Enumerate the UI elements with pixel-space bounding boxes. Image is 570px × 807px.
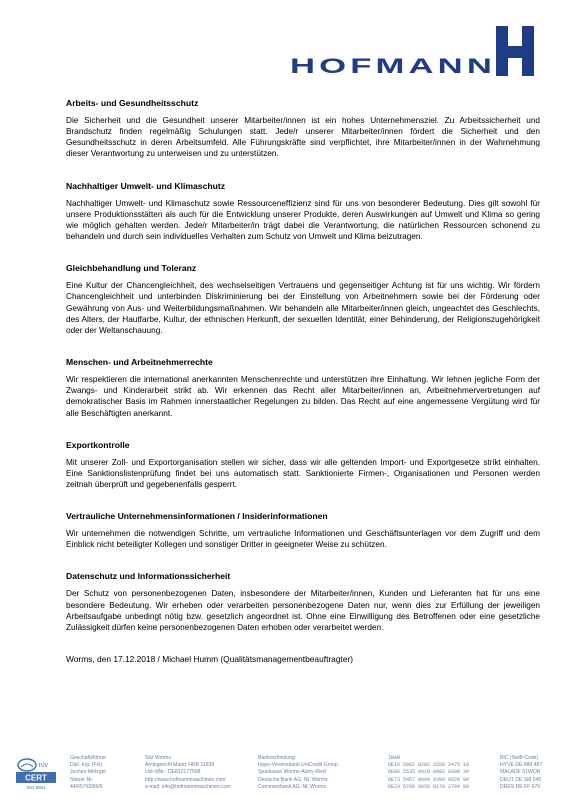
section-heading: Arbeits- und Gesundheitsschutz xyxy=(66,98,199,108)
footer-line: DRES DE FF 670 xyxy=(500,783,541,790)
section-datenschutz xyxy=(66,571,540,633)
footer-line: Steuer-Nr. xyxy=(70,776,94,783)
section-gleichbehandlung xyxy=(66,263,540,336)
page-footer xyxy=(12,755,560,797)
footer-line: DE16 5082 0292 2550 2475 10 xyxy=(388,762,470,769)
footer-line: DEUT DE SM 545 xyxy=(500,776,542,783)
footer-bic-column xyxy=(500,755,542,791)
certificate-icon xyxy=(14,758,58,792)
footer-line: DE23 6708 0050 0178 2794 00 xyxy=(388,783,470,790)
footer-line: HYVE DE MM 487 xyxy=(500,762,543,769)
section-text: Wir unternehmen die notwendigen Schritte, um vertrauliche Informationen und Geschäftsunterlagen vor dem Zugriff und dem Einblick nicht beteiligter Kollegen und sonstiger Dritter in geeigneter Weise zu schützen. xyxy=(66,529,540,550)
badge-top-text: TÜV xyxy=(38,763,48,769)
footer-line: Deutsche Bank AG, NL Worms xyxy=(258,776,328,783)
footer-line: Ust-IdNr.: DE812177568 xyxy=(145,769,201,776)
section-text: Wir respektieren die international anerkannten Menschenrechte und unterstützen ihre Einhaltung. Wir lehnen jegliche Form der Zwangs- und Kinderarbeit strikt ab. Wir erkennen das Recht aller Mitarbeiter/innen an, Arbeitnehmervertretungen auf demokratischer Basis im Rahmen innerstaatlicher Regelungen zu bilden. Das Recht auf eine angemessene Vergütung wird für alle Beschäftigten anerkannt. xyxy=(66,375,540,418)
section-heading: Menschen- und Arbeitnehmerrechte xyxy=(66,357,213,368)
footer-line: Sitz Worms xyxy=(145,755,171,761)
footer-iban-column xyxy=(388,755,469,791)
footer-line: MALADE 51WOR xyxy=(500,769,541,776)
section-exportkontrolle xyxy=(66,440,540,490)
hofmann-wordmark: HOFMANN xyxy=(290,55,496,76)
section-text: Die Sicherheit und die Gesundheit unserer Mitarbeiter/innen ist ein hohes Unternehmensziel. Zu Arbeitssicherheit und Brandschutz finden regelmäßig Schulungen statt. Jede/r unserer Mitarbeiter/innen fördert die Sicherheit und den Gesundheitsschutz in deren Arbeitsumfeld. Alle Führungskräfte sind verpflichtet, ihre Mitarbeiter/innen in der Wahrnehmung dieser Verantwortung zu unterweisen und zu unterstützen. xyxy=(66,116,540,159)
section-text: Nachhaltiger Umwelt- und Klimaschutz sowie Ressourceneffizienz sind für uns von besonderer Bedeutung. Dies gilt sowohl für unsere Produktionsstätten als auch für die Entwicklung unserer Produkte, deren Auswirkungen auf Umwelt und Klima so gering wie möglich gehalten werden. Jede/r Mitarbeiter/in trägt dabei die Verantwortung, die natürlichen Ressourcen schonend zu behandeln und durch sein individuelles Verhalten zum Schutz von Umwelt und Klima beizutragen. xyxy=(66,198,540,242)
section-heading: Vertrauliche Unternehmensinformationen / Insiderinformationen xyxy=(66,511,328,522)
section-umwelt-klimaschutz xyxy=(66,181,540,243)
section-vertrauliche-informationen xyxy=(66,511,540,550)
section-heading: Datenschutz und Informationssicherheit xyxy=(66,571,231,582)
tuev-cert-badge xyxy=(14,758,58,792)
footer-website-link[interactable]: http://www.hofmannmaschinen.com xyxy=(145,776,226,783)
footer-email-link[interactable]: e-mail: info@hofmannmaschinen.com xyxy=(145,783,231,790)
footer-line: BIC (Swift-Code) xyxy=(500,755,539,761)
footer-line: Sparkasse Worms-Alzey-Ried xyxy=(258,769,326,776)
badge-label: CERT xyxy=(25,773,47,783)
footer-line: IBAN xyxy=(388,755,401,761)
hofmann-logo xyxy=(290,26,545,76)
section-menschenrechte xyxy=(66,357,540,419)
footer-line: 44/657/0099/6 xyxy=(70,783,103,790)
section-heading: Nachhaltiger Umwelt- und Klimaschutz xyxy=(66,180,226,191)
footer-line: Jochen Metzger xyxy=(70,769,107,776)
footer-line: DE73 5457 0094 0399 6626 00 xyxy=(388,776,470,783)
section-text: Mit unserer Zoll- und Exportorganisation stellen wir sicher, dass wir alle geltenden Import- und Exportgesetze strikt einhalten. Eine Sanktionslistenprüfung findet bei uns automatisch statt. Sanktionierte Firmen-, Organisationen und Personen werden zeitnah überprüft und gegebenenfalls gesperrt. xyxy=(66,457,540,489)
hofmann-logo-graphic xyxy=(290,26,545,76)
footer-line: DE06 5535 0010 0002 0300 39 xyxy=(388,769,470,776)
section-text: Der Schutz von personenbezogenen Daten, insbesondere der Mitarbeiter/innen, Kunden und Lieferanten hat für uns eine besondere Bedeutung. Wir erheben oder verarbeiten personenbezogene Daten nur, wenn dies zur Erfüllung der jeweiligen Arbeitsaufgabe unbedingt nötig bzw. gesetzlich angeordnet ist. Ohne eine Einwilligung des Betroffenen oder eine gesetzliche Zulässigkeit dürfen keine personenbezogenen Daten erhoben oder verarbeitet werden. xyxy=(66,589,540,632)
section-heading: Exportkontrolle xyxy=(66,439,130,450)
footer-bank-column xyxy=(258,755,338,791)
footer-line: Hypo-Vereinsbank UniCredit Group xyxy=(258,762,338,769)
footer-line: Amtsgericht Mainz HRB 11839 xyxy=(145,762,215,769)
document-body xyxy=(66,98,540,665)
signoff: Worms, den 17.12.2018 / Michael Humm (Qualitätsmanagementbeauftragter) xyxy=(66,654,354,665)
footer-line: Commerzbank AG, NL Worms xyxy=(258,783,327,790)
section-heading: Gleichbehandlung und Toleranz xyxy=(66,263,197,274)
footer-line: Dipl.-Ing. (FH) xyxy=(70,762,102,769)
section-text: Eine Kultur der Chancengleichheit, des wechselseitigen Vertrauens und gegenseitiger Achtung ist für uns wichtig. Wir fördern Chancengleichheit und unterbinden Diskriminierung bei der Einstellung von Arbeitnehmern sowie bei der Förderung oder Gewährung von Aus- und Weiterbildungsmaßnahmen. Wir behandeln alle Mitarbeiter/innen gleich, ungeachtet des Geschlechts, des Alters, der Hautfarbe, Kultur, der ethnischen Herkunft, der sexuellen Identität, einer Behinderung, der Religionszugehörigkeit oder der Weltanschauung. xyxy=(66,281,540,335)
footer-line: Bankverbindung: xyxy=(258,755,297,761)
footer-company-column xyxy=(145,755,231,791)
footer-management-column xyxy=(70,755,106,791)
badge-sub: ISO 9001 xyxy=(26,785,46,790)
footer-line: Geschäftsführer xyxy=(70,755,107,761)
section-arbeits-gesundheitsschutz xyxy=(66,98,540,160)
